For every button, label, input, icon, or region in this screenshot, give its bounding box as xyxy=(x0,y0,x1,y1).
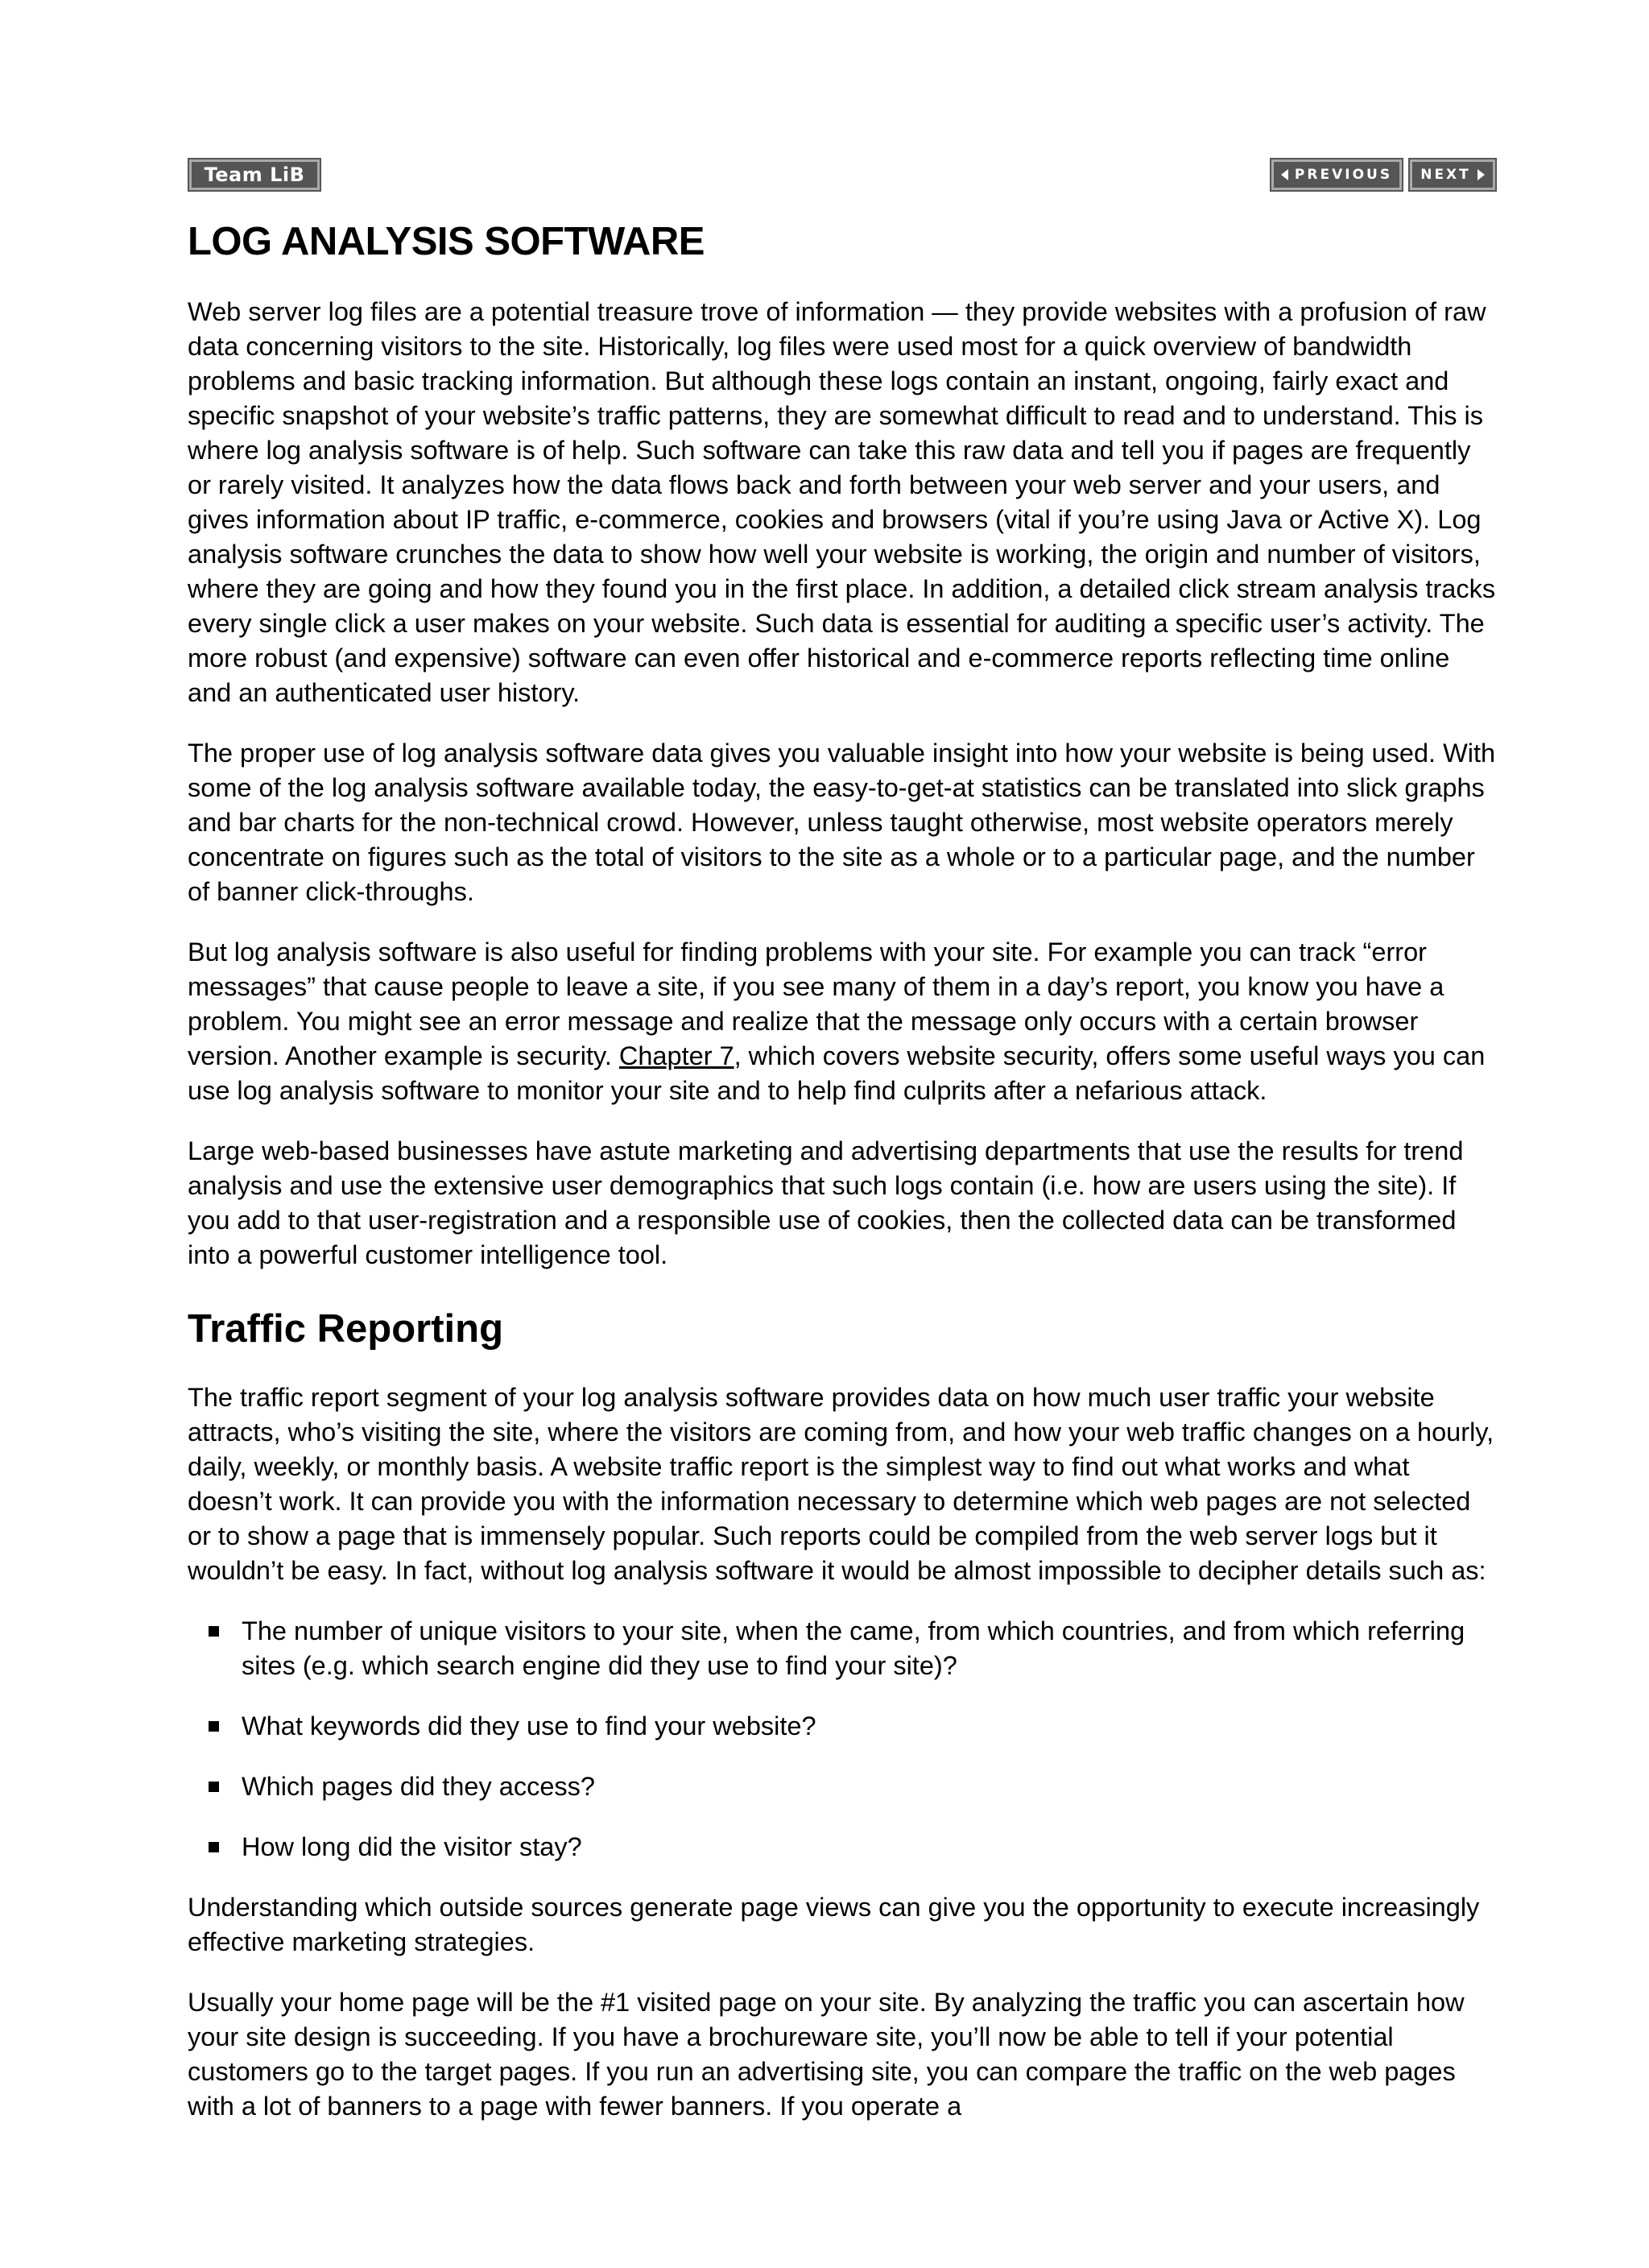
paragraph: Usually your home page will be the #1 visited page on your site. By analyzing the traffic you can ascertain how your site design is succeeding. If you have a brochureware site, you’ll now be able to tell if your potential customers go to the target pages. If you run an advertising site, you can compare the traffic on the web pages with a lot of banners to a page with fewer banners. If you operate a xyxy=(188,1987,1465,2121)
next-label: NEXT xyxy=(1420,167,1471,183)
list-item-text: The number of unique visitors to your site, when the came, from which countries, and from which referring sites (e.g. which search engine did they use to find your site)? xyxy=(242,1616,1465,1680)
arrow-right-icon xyxy=(1477,169,1485,180)
paragraph: Understanding which outside sources generate page views can give you the opportunity to execute increasingly effective marketing strategies. xyxy=(188,1892,1480,1956)
team-lib-button[interactable] xyxy=(189,159,320,190)
navigation-bar xyxy=(188,159,1496,193)
list-item xyxy=(188,1830,1496,1864)
list-item xyxy=(188,1769,1496,1804)
list-item-text: Which pages did they access? xyxy=(242,1771,595,1801)
chapter-7-link[interactable]: Chapter 7 xyxy=(618,1041,734,1070)
list-item xyxy=(188,1614,1496,1683)
paragraph-text: But log analysis software is also useful for finding problems with your site. For example you can track “error messages” that cause people to leave a site, if you see many of them in a day’s report, you know you have a problem. You might see an error message and realize that the message only occurs with a certain browser version. Another example is security. xyxy=(188,937,1444,1070)
bullet-icon xyxy=(209,1782,219,1792)
previous-button[interactable] xyxy=(1271,159,1402,190)
section-heading: Traffic Reporting xyxy=(188,1306,504,1351)
page-title: LOG ANALYSIS SOFTWARE xyxy=(188,220,705,263)
arrow-left-icon xyxy=(1281,169,1288,180)
paragraph-text: , which covers website security, offers some useful ways you can use log analysis software to monitor your site and to help find culprits after a nefarious attack. xyxy=(188,1041,1486,1105)
paragraph xyxy=(188,935,1496,1108)
list-item-text: What keywords did they use to find your website? xyxy=(242,1711,816,1740)
previous-label: PREVIOUS xyxy=(1294,167,1393,183)
document-page xyxy=(188,159,1496,2150)
bullet-icon xyxy=(209,1721,219,1732)
bullet-icon xyxy=(209,1626,219,1637)
paragraph: The proper use of log analysis software data gives you valuable insight into how your website is being used. With some of the log analysis software available today, the easy-to-get-at statistics can be translated into slick graphs and bar charts for the non-technical crowd. However, unless taught otherwise, most website operators merely concentrate on figures such as the total of visitors to the site as a whole or to a particular page, and the number of banner click-throughs. xyxy=(188,738,1496,906)
bullet-icon xyxy=(209,1842,219,1852)
bullet-list xyxy=(188,1614,1496,1864)
paragraph: Web server log files are a potential treasure trove of information — they provide websites with a profusion of raw data concerning visitors to the site. Historically, log files were used most for a quick overview of bandwidth problems and basic tracking information. But although these logs contain an instant, ongoing, fairly exact and specific snapshot of your website’s traffic patterns, they are somewhat difficult to read and to understand. This is where log analysis software is of help. Such software can take this raw data and tell you if pages are frequently or rarely visited. It analyzes how the data flows back and forth between your web server and your users, and gives information about IP traffic, e-commerce, cookies and browsers (vital if you’re using Java or Active X). Log analysis software crunches the data to show how well your website is working, the origin and number of visitors, where they are going and how they found you in the first place. In addition, a detailed click stream analysis tracks every single click a user makes on your website. Such data is essential for auditing a specific user’s activity. The more robust (and expensive) software can even offer historical and e-commerce reports reflecting time online and an authenticated user history. xyxy=(188,296,1496,707)
next-button[interactable] xyxy=(1410,159,1495,190)
paragraph: Large web-based businesses have astute marketing and advertising departments that use the results for trend analysis and use the extensive user demographics that such logs contain (i.e. how are users using the site). If you add to that user-registration and a responsible use of cookies, then the collected data can be transformed into a powerful customer intelligence tool. xyxy=(188,1136,1464,1269)
paragraph: The traffic report segment of your log analysis software provides data on how much user traffic your website attracts, who’s visiting the site, where the visitors are coming from, and how your web traffic changes on a hourly, daily, weekly, or monthly basis. A website traffic report is the simplest way to find out what works and what doesn’t work. It can provide you with the information necessary to determine which web pages are not selected or to show a page that is immensely popular. Such reports could be compiled from the web server logs but it wouldn’t be easy. In fact, without log analysis software it would be almost impossible to decipher details such as: xyxy=(188,1382,1494,1585)
list-item-text: How long did the visitor stay? xyxy=(242,1831,582,1861)
team-lib-label: Team LiB xyxy=(204,163,305,186)
list-item xyxy=(188,1709,1496,1744)
